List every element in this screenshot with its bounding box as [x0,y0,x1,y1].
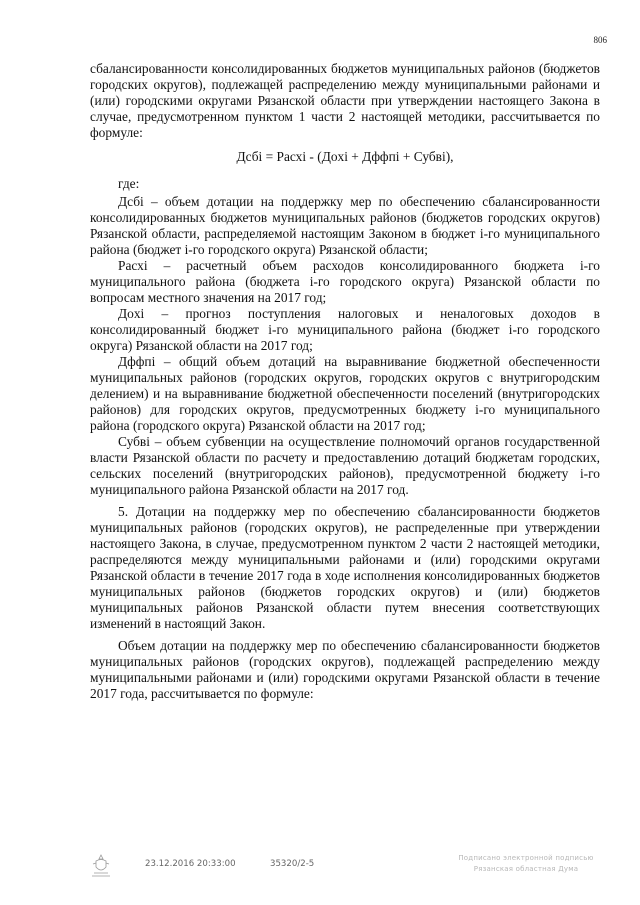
definition-rash: Расхi – расчетный объем расходов консолидированного бюджета i-го муниципального района (бюджета i-го городского округа) Рязанской области по вопросам местного значения на 2017 год; [90,258,600,305]
footer-timestamp: 23.12.2016 20:33:00 [145,859,236,869]
emblem-icon [88,853,114,879]
page-number: 806 [593,35,607,45]
paragraph-intro: сбалансированности консолидированных бюджетов муниципальных районов (бюджетов городских округов), подлежащей распределению между муниципальными районами и (или) городскими округами Рязанской области при утверждении настоящего Закона в случае, предусмотренном пунктом 1 части 2 настоящей методики, рассчитывается по формуле: [90,61,600,140]
definition-dffp: Дффпi – общий объем дотаций на выравнивание бюджетной обеспеченности муниципальных районов (городских округов, городских округов с внутригородским делением) и на выравнивание бюджетной обеспеченности поселений (внутригородских районов) для городских округов, предусмотренных бюджету i-го муниципального района (городского округа) Рязанской области на 2017 год; [90,354,600,433]
paragraph-volume: Объем дотации на поддержку мер по обеспечению сбалансированности бюджетов муниципальных районов (городских округов), подлежащей распределению между муниципальными районами и (или) городскими округами Рязанской области в течение 2017 года, рассчитывается по формуле: [90,638,600,701]
page-footer [0,853,640,883]
paragraph-item-5: 5. Дотации на поддержку мер по обеспечению сбалансированности бюджетов муниципальных районов (городских округов), не распределенные при утверждении настоящего Закона, в случае, предусмотренном пунктом 2 части 2 настоящей методики, распределяются между муниципальными районами и (или) городскими округами Рязанской области в течение 2017 года в ходе исполнения консолидированных бюджетов муниципальных районов (бюджетов городских округов) и (или) бюджетов муниципальных районов Рязанской области путем внесения соответствующих изменений в настоящий Закон. [90,504,600,631]
definition-dsb: Дсбi – объем дотации на поддержку мер по обеспечению сбалансированности консолидированных бюджетов муниципальных районов (бюджетов городских округов) Рязанской области, распределяемой настоящим Законом в бюджет i-го муниципального района (бюджет i-го городского округа) Рязанской области; [90,194,600,257]
definition-doh: Доxi – прогноз поступления налоговых и неналоговых доходов в консолидированный бюджет i-го муниципального района (бюджет i-го городского округа) Рязанской области на 2017 год; [90,306,600,353]
footer-doc-id: 35320/2-5 [270,859,315,869]
where-label: где: [118,176,140,191]
definition-subv: Субвi – объем субвенции на осуществление полномочий органов государственной власти Рязанской области по расчету и предоставлению дотаций бюджетам городских, сельских поселений (внутригородских районов), предусмотренной бюджету i-го муниципального района Рязанской области на 2017 год. [90,434,600,497]
signature-stamp [455,853,597,875]
stamp-line-1: Подписано электронной подписью [458,854,594,862]
stamp-line-2: Рязанская областная Дума [473,865,579,873]
document-body [90,61,600,702]
formula-dsb: Дсбi = Расхi - (Доxi + Дффпi + Субвi), [236,149,454,164]
